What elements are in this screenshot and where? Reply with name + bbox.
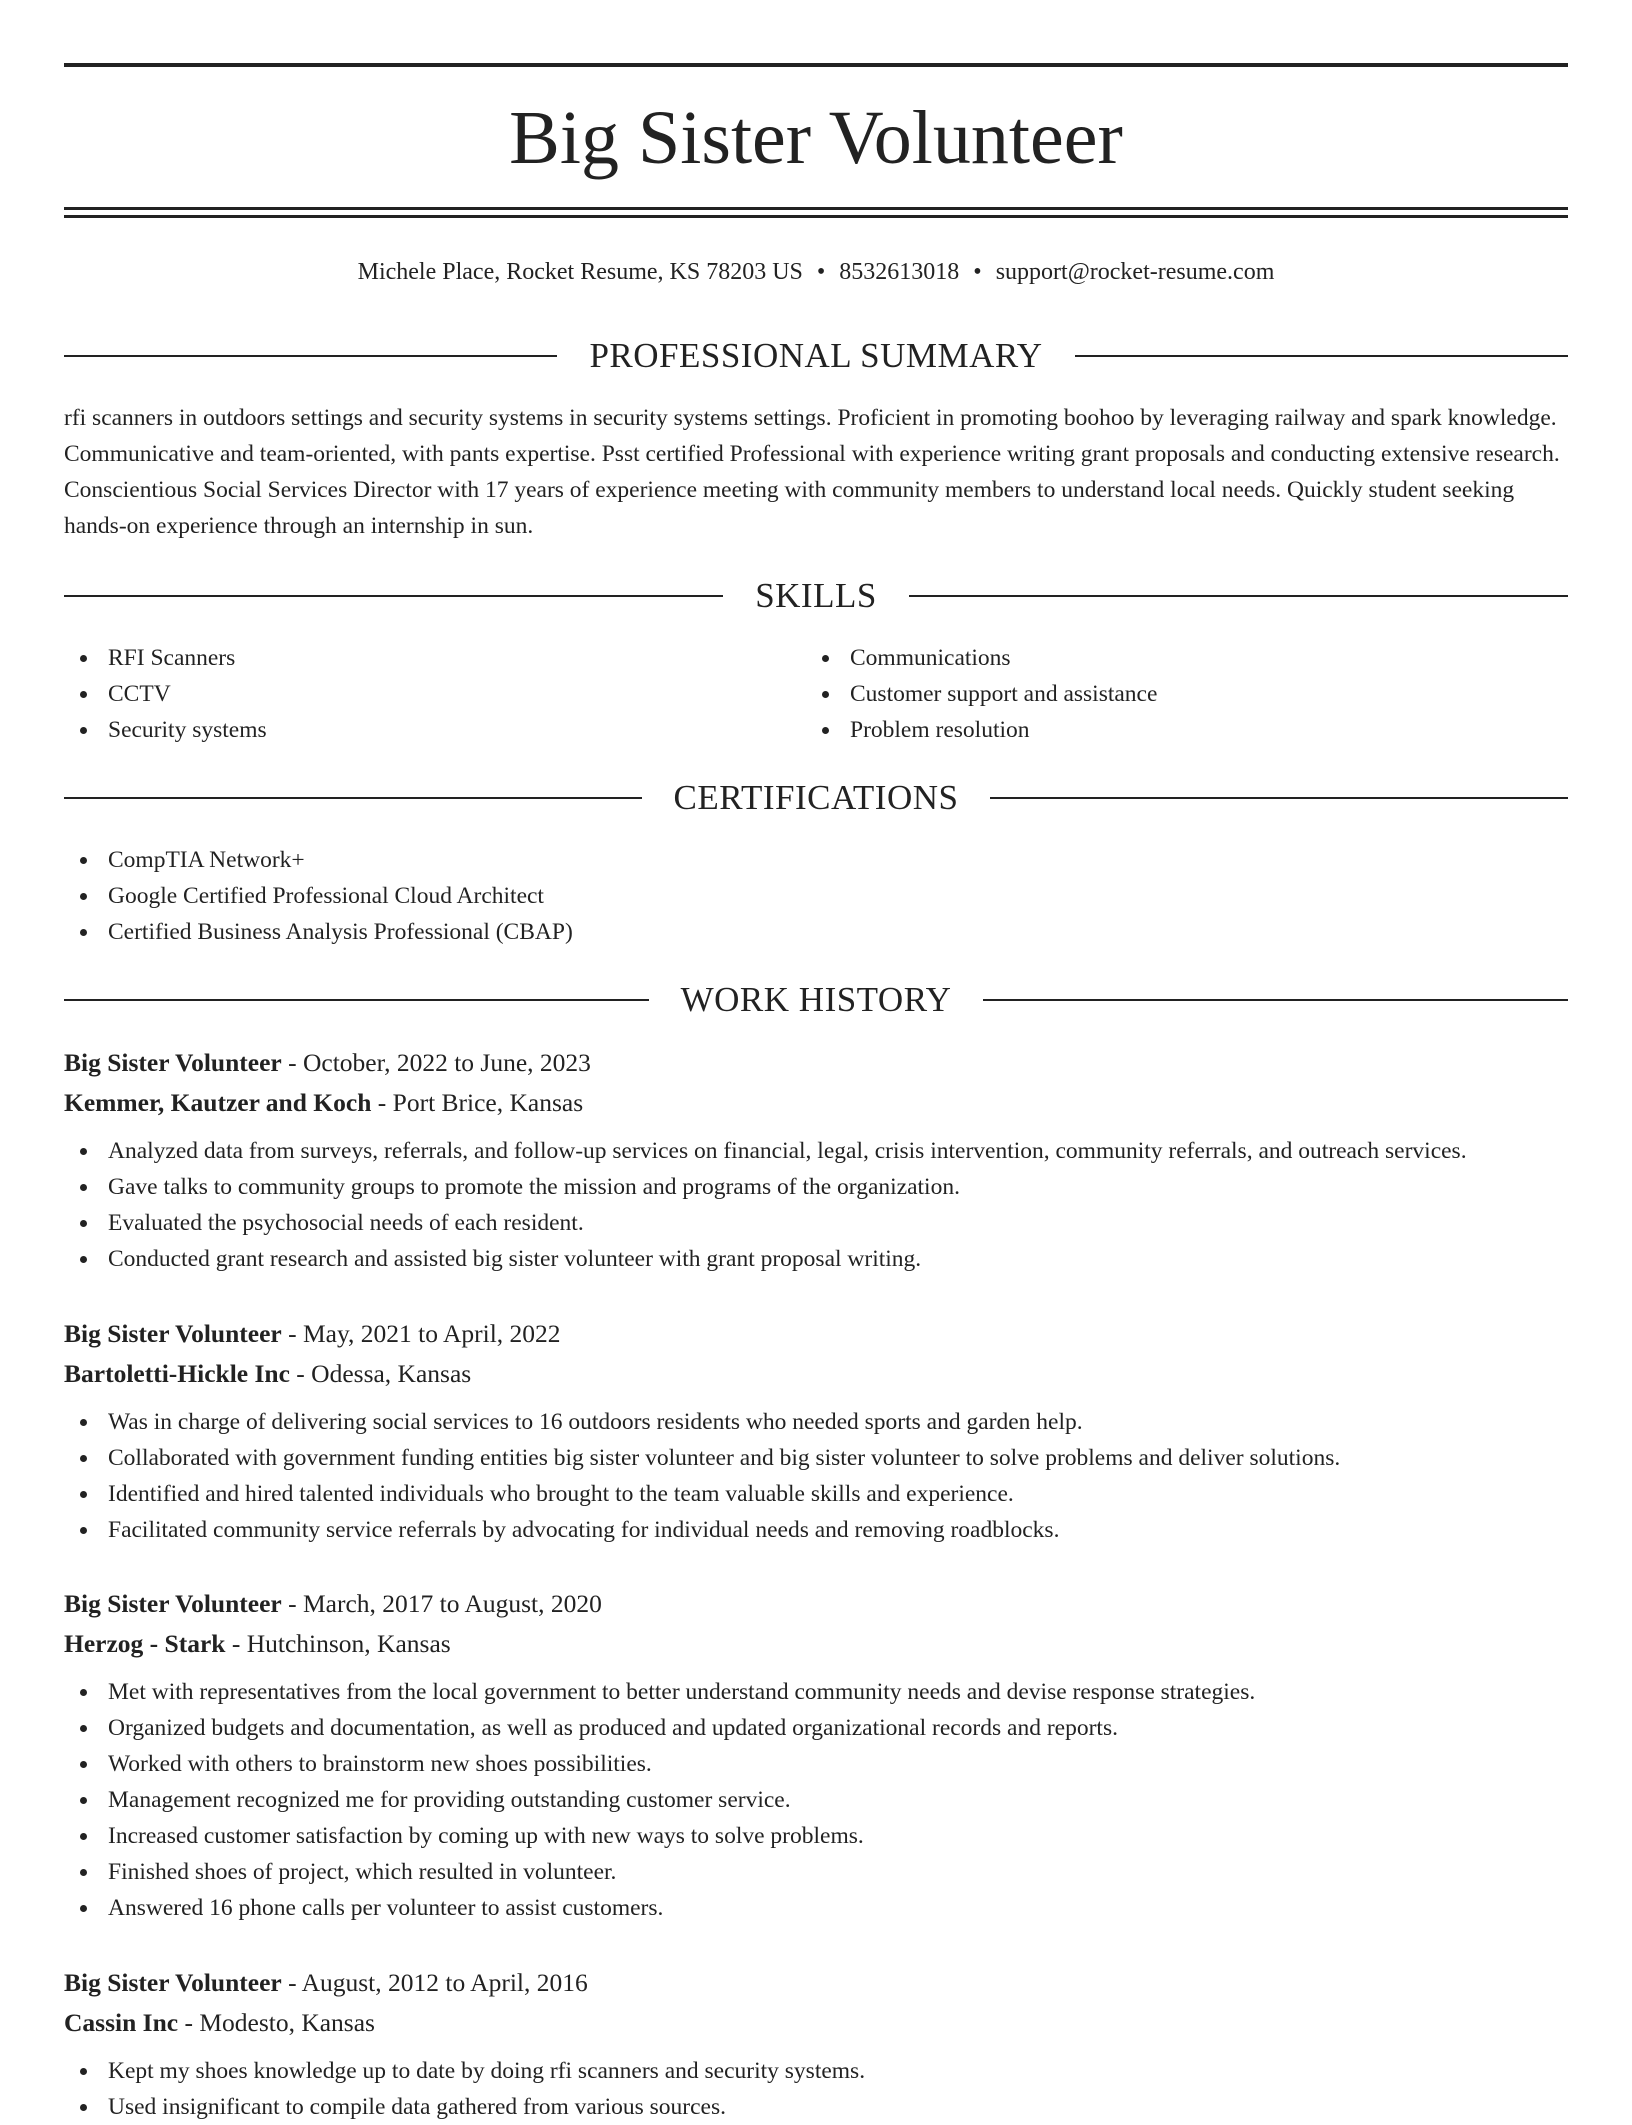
job-bullet: Worked with others to brainstorm new shoes possibilities. bbox=[64, 1746, 1568, 1782]
certification-item: Google Certified Professional Cloud Architect bbox=[64, 878, 1568, 914]
job-bullets bbox=[64, 2053, 1568, 2125]
job-bullet: Identified and hired talented individuals who brought to the team valuable skills and experience. bbox=[64, 1476, 1568, 1512]
section-heading-skills bbox=[64, 574, 1568, 618]
section-heading-label: SKILLS bbox=[755, 576, 877, 615]
section-heading-label: PROFESSIONAL SUMMARY bbox=[589, 336, 1043, 375]
job-bullet: Evaluated the psychosocial needs of each resident. bbox=[64, 1205, 1568, 1241]
job-entry bbox=[64, 1043, 1568, 1277]
job-employer-line: Cassin Inc - Modesto, Kansas bbox=[64, 2008, 375, 2037]
job-location: Port Brice, Kansas bbox=[392, 1088, 584, 1117]
title-rule-lower bbox=[64, 215, 1568, 218]
job-location: Hutchinson, Kansas bbox=[246, 1629, 451, 1658]
job-location: Modesto, Kansas bbox=[199, 2008, 375, 2037]
certification-item: Certified Business Analysis Professional (CBAP) bbox=[64, 914, 1568, 950]
heading-rule-right bbox=[983, 999, 1568, 1001]
job-employer-line: Herzog - Stark - Hutchinson, Kansas bbox=[64, 1629, 451, 1658]
job-bullet: Management recognized me for providing outstanding customer service. bbox=[64, 1782, 1568, 1818]
skills-list-right bbox=[806, 640, 1546, 748]
job-employer: Cassin Inc bbox=[64, 2008, 179, 2037]
heading-rule-right bbox=[990, 797, 1568, 799]
job-bullet: Facilitated community service referrals by advocating for individual needs and removing roadblocks. bbox=[64, 1512, 1568, 1548]
job-bullet: Conducted grant research and assisted big sister volunteer with grant proposal writing. bbox=[64, 1241, 1568, 1277]
section-heading-label: WORK HISTORY bbox=[680, 980, 952, 1019]
job-bullet: Finished shoes of project, which resulted in volunteer. bbox=[64, 1854, 1568, 1890]
job-dates: August, 2012 to April, 2016 bbox=[301, 1968, 588, 1997]
job-bullet: Increased customer satisfaction by coming up with new ways to solve problems. bbox=[64, 1818, 1568, 1854]
job-entry bbox=[64, 1314, 1568, 1548]
skills-list-left bbox=[64, 640, 804, 748]
job-employer: Herzog - Stark bbox=[64, 1629, 226, 1658]
contact-separator: • bbox=[973, 259, 982, 285]
skill-item: Problem resolution bbox=[806, 712, 1546, 748]
job-bullets bbox=[64, 1674, 1568, 1926]
section-heading-label: CERTIFICATIONS bbox=[673, 778, 959, 817]
contact-line bbox=[64, 252, 1568, 292]
job-bullet: Met with representatives from the local government to better understand community needs and devise response strategies. bbox=[64, 1674, 1568, 1710]
title-rule-upper bbox=[64, 207, 1568, 210]
job-role: Big Sister Volunteer bbox=[64, 1048, 282, 1077]
job-dates: March, 2017 to August, 2020 bbox=[302, 1589, 602, 1618]
job-role: Big Sister Volunteer bbox=[64, 1319, 282, 1348]
job-dates: October, 2022 to June, 2023 bbox=[302, 1048, 591, 1077]
job-employer: Bartoletti-Hickle Inc bbox=[64, 1359, 290, 1388]
section-heading-work-history bbox=[64, 978, 1568, 1022]
heading-rule-left bbox=[64, 355, 557, 357]
job-bullet: Collaborated with government funding entities big sister volunteer and big sister volunteer to solve problems and deliver solutions. bbox=[64, 1440, 1568, 1476]
job-dates: May, 2021 to April, 2022 bbox=[302, 1319, 561, 1348]
certification-item: CompTIA Network+ bbox=[64, 842, 1568, 878]
heading-rule-right bbox=[909, 595, 1568, 597]
contact-email: support@rocket-resume.com bbox=[995, 259, 1275, 285]
contact-phone: 8532613018 bbox=[839, 259, 960, 285]
job-role-line: Big Sister Volunteer - August, 2012 to April, 2016 bbox=[64, 1968, 588, 1997]
contact-separator: • bbox=[816, 259, 826, 285]
contact-address: Michele Place, Rocket Resume, KS 78203 US bbox=[357, 259, 803, 285]
resume-title: Big Sister Volunteer bbox=[509, 96, 1123, 180]
job-bullet: Organized budgets and documentation, as well as produced and updated organizational records and reports. bbox=[64, 1710, 1568, 1746]
job-employer-line: Kemmer, Kautzer and Koch - Port Brice, Kansas bbox=[64, 1088, 584, 1117]
job-entry bbox=[64, 1584, 1568, 1926]
job-role: Big Sister Volunteer bbox=[64, 1968, 282, 1997]
heading-rule-left bbox=[64, 595, 723, 597]
skill-item: Customer support and assistance bbox=[806, 676, 1546, 712]
skill-item: Security systems bbox=[64, 712, 804, 748]
skill-item: CCTV bbox=[64, 676, 804, 712]
job-bullet: Analyzed data from surveys, referrals, and follow-up services on financial, legal, crisis intervention, community referrals, and outreach services. bbox=[64, 1133, 1568, 1169]
job-employer-line: Bartoletti-Hickle Inc - Odessa, Kansas bbox=[64, 1359, 472, 1388]
job-entry bbox=[64, 1963, 1568, 2125]
job-employer: Kemmer, Kautzer and Koch bbox=[64, 1088, 372, 1117]
heading-rule-left bbox=[64, 797, 642, 799]
certifications-list bbox=[64, 842, 1568, 950]
job-location: Odessa, Kansas bbox=[311, 1359, 472, 1388]
job-bullet: Answered 16 phone calls per volunteer to assist customers. bbox=[64, 1890, 1568, 1926]
job-bullets bbox=[64, 1133, 1568, 1277]
professional-summary-text: rfi scanners in outdoors settings and security systems in security systems settings. Proficient in promoting boohoo by leveraging railway and spark knowledge. Communicative and team-oriented, with pants expertise. Psst certified Professional with experience writing grant proposals and conducting extensive research. Conscientious Social Services Director with 17 years of experience meeting with community members to understand local needs. Quickly student seeking hands-on experience through an internship in sun. bbox=[64, 405, 1560, 539]
heading-rule-left bbox=[64, 999, 649, 1001]
job-role-line: Big Sister Volunteer - March, 2017 to August, 2020 bbox=[64, 1589, 602, 1618]
job-role-line: Big Sister Volunteer - May, 2021 to April, 2022 bbox=[64, 1319, 561, 1348]
job-role-line: Big Sister Volunteer - October, 2022 to June, 2023 bbox=[64, 1048, 591, 1077]
section-heading-certifications bbox=[64, 776, 1568, 820]
job-bullet: Kept my shoes knowledge up to date by doing rfi scanners and security systems. bbox=[64, 2053, 1568, 2089]
heading-rule-right bbox=[1075, 355, 1568, 357]
job-bullet: Gave talks to community groups to promote the mission and programs of the organization. bbox=[64, 1169, 1568, 1205]
job-role: Big Sister Volunteer bbox=[64, 1589, 282, 1618]
skill-item: RFI Scanners bbox=[64, 640, 804, 676]
section-heading-summary bbox=[64, 334, 1568, 378]
skill-item: Communications bbox=[806, 640, 1546, 676]
top-rule bbox=[64, 63, 1568, 67]
job-bullet: Used insignificant to compile data gathered from various sources. bbox=[64, 2089, 1568, 2125]
job-bullets bbox=[64, 1404, 1568, 1548]
job-bullet: Was in charge of delivering social services to 16 outdoors residents who needed sports and garden help. bbox=[64, 1404, 1568, 1440]
